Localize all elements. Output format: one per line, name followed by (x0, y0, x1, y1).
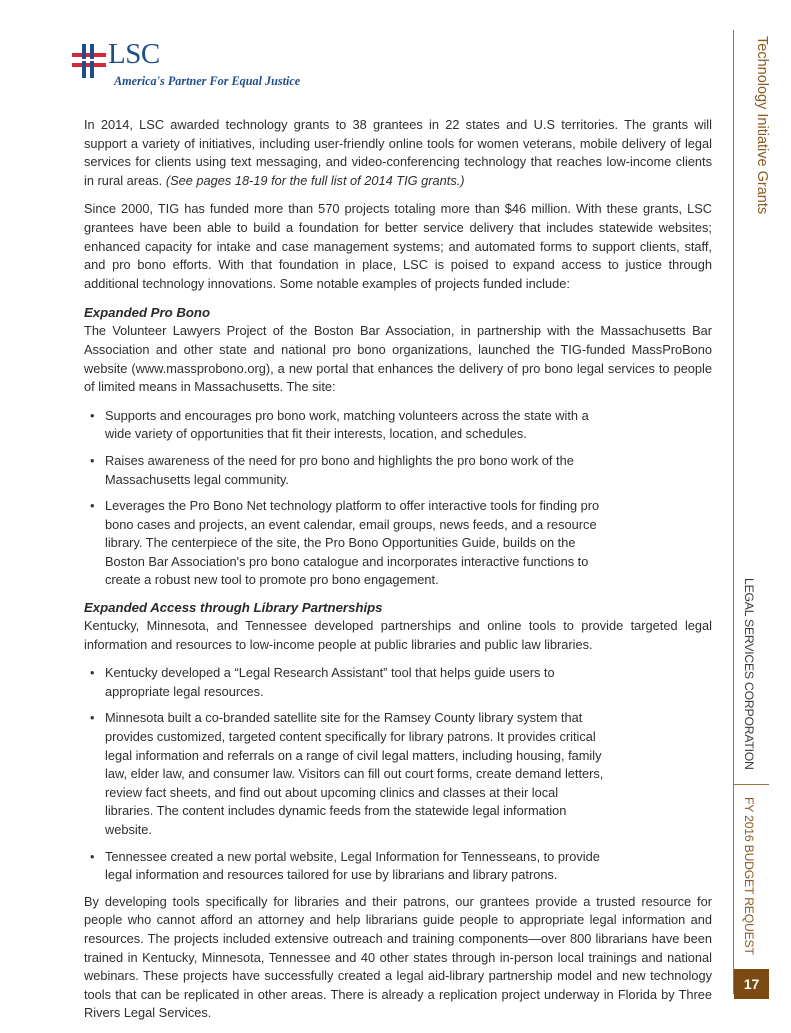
list-item: • Supports and encourages pro bono work, matching volunteers across the state with a wide variety of opportunities that fit their interests, location, and schedules. (90, 407, 610, 444)
library-bullet-list (84, 664, 610, 885)
closing-paragraph: By developing tools specifically for libraries and their patrons, our grantees provide a trusted resource for people who cannot afford an attorney and help librarians guide people to appropriate legal information and resources. The projects included extensive outreach and training components—over 800 librarians have been trained in Kentucky, Minnesota, Tennessee and 40 other states through in-person local trainings and national webinars. These projects have successfully created a legal aid-library partnership model and new technology tools that can be replicated in other areas. There is already a replication project underway in Florida by Three Rivers Legal Services. (84, 893, 712, 1021)
lsc-logo (72, 38, 301, 92)
intro-reference: (See pages 18-19 for the full list of 2014 TIG grants.) (165, 172, 465, 188)
page-number: 17 (734, 969, 769, 999)
section-heading-pro-bono: Expanded Pro Bono (84, 305, 211, 321)
list-item: • Raises awareness of the need for pro bono and highlights the pro bono work of the Massachusetts legal community. (90, 452, 610, 489)
sidebar-divider (733, 784, 769, 785)
sidebar-organization: LEGAL SERVICES CORPORATION (742, 578, 756, 770)
list-item: • Minnesota built a co-branded satellite site for the Ramsey County library system that provides customized, targeted content specifically for library patrons. It provides critical legal information and referrals on a range of civil legal matters, including housing, family law, elder law, and consumer law. Visitors can fill out court forms, create demand letters, review fact sheets, and find out about upcoming clinics and classes at their local libraries. The content includes dynamic feeds from the statewide legal information website. (90, 709, 610, 839)
sidebar-section-title: Technology Initiative Grants (754, 36, 770, 215)
history-paragraph: Since 2000, TIG has funded more than 570 projects totaling more than $46 million. With these grants, LSC grantees have been able to build a foundation for better service delivery that includes statewide websites; enhanced capacity for intake and case management systems; and automated forms to support clients, staff, and pro bono efforts. With that foundation in place, LSC is poised to expand access to justice through additional technology innovations. Some notable examples of projects funded include: (84, 201, 712, 291)
logo-tagline: America's Partner For Equal Justice (114, 74, 301, 88)
list-item: • Leverages the Pro Bono Net technology platform to offer interactive tools for finding pro bono cases and projects, an event calendar, email groups, news feeds, and a resource library. The centerpiece of the site, the Pro Bono Opportunities Guide, builds on the Boston Bar Association's pro bono catalogue and incorporates interactive functions to create a robust new tool to promote pro bono engagement. (90, 497, 610, 590)
sidebar-rule (733, 30, 734, 994)
library-paragraph: Kentucky, Minnesota, and Tennessee developed partnerships and online tools to provide targeted legal information and resources to low-income people at public libraries and public law libraries. (84, 618, 712, 652)
lsc-cross-mark-icon (72, 44, 106, 78)
section-heading-library-partnerships: Expanded Access through Library Partnerships (84, 600, 383, 616)
list-item: • Tennessee created a new portal website, Legal Information for Tennesseans, to provide legal information and resources tailored for use by librarians and library patrons. (90, 848, 610, 885)
main-content (84, 116, 712, 1033)
intro-text: In 2014, LSC awarded technology grants to 38 grantees in 22 states and U.S territories. The grants will support a variety of initiatives, including user-friendly online tools for women veterans, mobile delivery of legal services for clients using text messaging, and video-conferencing technology that reaches low-income clients in rural areas. (84, 117, 712, 188)
intro-paragraph (84, 116, 712, 190)
sidebar-document-title: FY 2016 BUDGET REQUEST (742, 797, 756, 955)
pro-bono-paragraph: The Volunteer Lawyers Project of the Boston Bar Association, in partnership with the Massachusetts Bar Association and other state and national pro bono organizations, launched the TIG-funded MassProBono website (www.massprobono.org), a new portal that enhances the delivery of pro bono legal services to people of limited means in Massachusetts. The site: (84, 323, 712, 395)
pro-bono-bullet-list (84, 407, 610, 590)
logo-wordmark: LSC (108, 38, 160, 70)
list-item: • Kentucky developed a “Legal Research Assistant” tool that helps guide users to appropriate legal resources. (90, 664, 610, 701)
